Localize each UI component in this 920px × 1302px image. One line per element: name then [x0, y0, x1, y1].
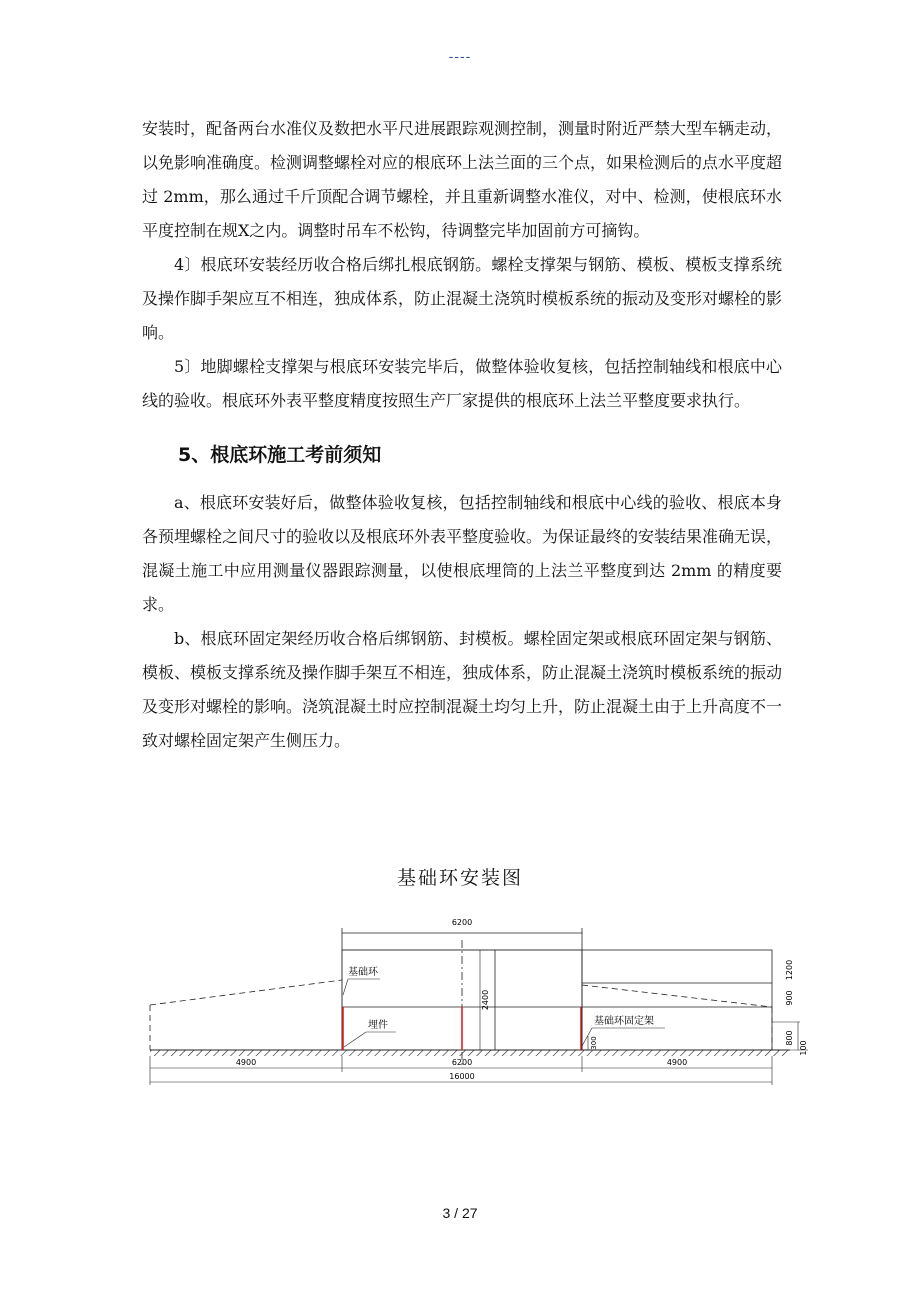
dim-small-300: 300 — [590, 1036, 598, 1050]
dim-top-width: 6200 — [451, 918, 473, 927]
label-ring: 基础环 — [348, 967, 378, 978]
paragraph-item-4: 4〕根底环安装经历收合格后绑扎根底钢筋。螺栓支撑架与钢筋、模板、模板支撑系统及操作脚手架应互不相连，独成体系，防止混凝土浇筑时模板系统的振动及变形对螺栓的影响。 — [142, 255, 783, 342]
dim-right-900: 900 — [785, 990, 794, 1006]
dim-bottom-left: 4900 — [235, 1058, 257, 1067]
right-block — [582, 950, 772, 1050]
drawing-svg — [140, 900, 820, 1100]
document-body — [142, 112, 782, 758]
label-fixed-frame: 基础环固定架 — [594, 1016, 654, 1027]
section-title: 5、根底环施工考前须知 — [178, 444, 382, 466]
paragraph-install: 安装时，配备两台水准仪及数把水平尺进展跟踪观测控制，测量时附近严禁大型车辆走动，以免影响准确度。检测调整螺栓对应的根底环上法兰面的三个点，如果检测后的点水平度超过 2mm，那么通过千斤顶配合调节螺栓，并且重新调整水准仪，对中、检测，使根底环水平度控制在规Ⅹ之内。调整时吊车不松钩，待调整完毕加固前方可摘钩。 — [142, 119, 783, 240]
dim-right-800: 800 — [785, 1030, 794, 1046]
left-slope — [150, 980, 342, 1005]
dim-bottom-mid: 6200 — [451, 1058, 473, 1067]
dim-right-1200: 1200 — [785, 959, 794, 981]
header-mark: ---- — [448, 50, 472, 65]
paragraph-note-a: a、根底环安装好后，做整体验收复核，包括控制轴线和根底中心线的验收、根底本身各预埋螺栓之间尺寸的验收以及根底环外表平整度验收。为保证最终的安装结果准确无误，混凝土施工中应用测量仪器跟踪测量，以使根底埋筒的上法兰平整度到达 2mm 的精度要求。 — [142, 493, 783, 614]
label-embedded: 埋件 — [368, 1020, 388, 1031]
paragraph-note-b: b、根底环固定架经历收合格后绑钢筋、封模板。螺栓固定架或根底环固定架与钢筋、模板、模板支撑系统及操作脚手架互不相连，独成体系，防止混凝土浇筑时模板系统的振动及变形对螺栓的影响。浇筑混凝土时应控制混凝土均匀上升，防止混凝土由于上升高度不一致对螺栓固定架产生侧压力。 — [142, 629, 783, 750]
dim-bottom-right: 4900 — [666, 1058, 688, 1067]
dim-ring-height: 2400 — [481, 989, 490, 1011]
installation-drawing — [140, 900, 820, 1100]
right-slope — [582, 985, 772, 1007]
figure-title: 基础环安装图 — [396, 867, 523, 889]
dim-right-100: 100 — [799, 1040, 808, 1056]
page-number: 3 / 27 — [442, 1205, 478, 1221]
paragraph-item-5: 5〕地脚螺栓支撑架与根底环安装完毕后，做整体验收复核，包括控制轴线和根底中心线的验收。根底环外表平整度精度按照生产厂家提供的根底环上法兰平整度要求执行。 — [142, 357, 782, 410]
dim-total: 16000 — [449, 1072, 475, 1081]
ground-hatch — [150, 1050, 790, 1056]
